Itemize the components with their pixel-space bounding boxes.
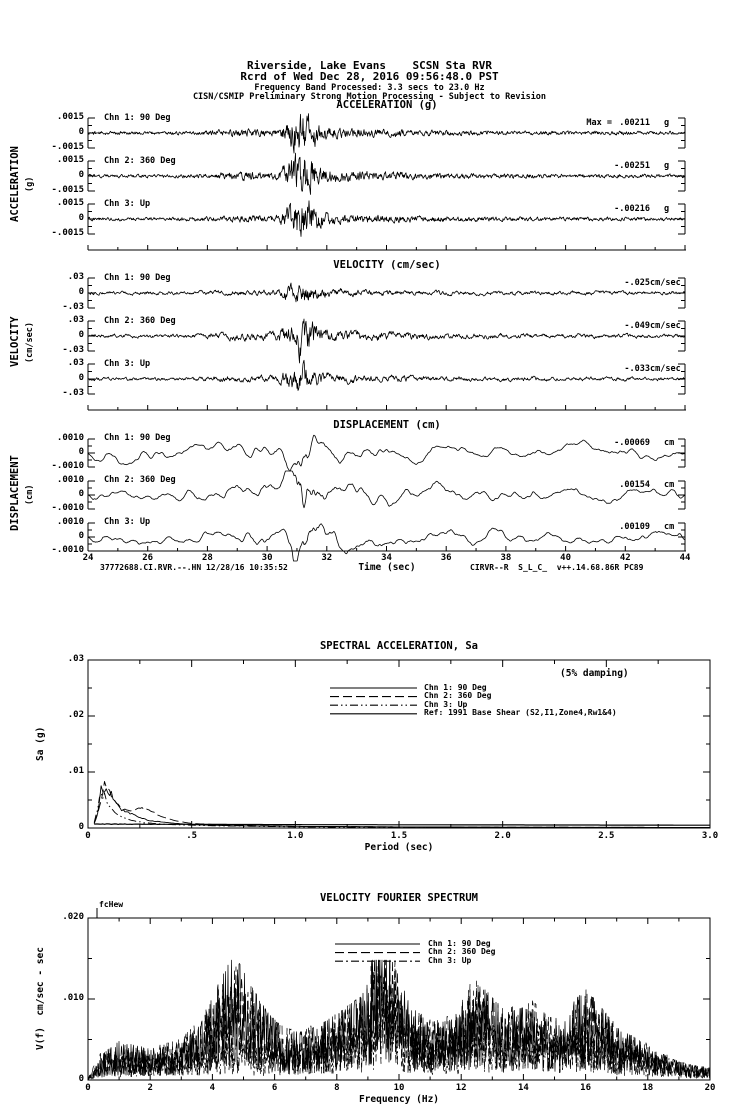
fourier-chart-title: VELOCITY FOURIER SPECTRUM <box>319 892 479 904</box>
displacement-panel-title: DISPLACEMENT (cm) <box>333 419 441 431</box>
ytick-label: .03 <box>67 358 84 368</box>
max-unit: g <box>664 204 670 214</box>
ytick-label: 0 <box>78 330 84 340</box>
ytick-label: 0 <box>78 1074 84 1084</box>
xtick-label: 26 <box>142 553 154 563</box>
xtick-label: 2.0 <box>494 831 511 841</box>
ytick-label: -.0015 <box>51 228 84 238</box>
max-unit: cm/sec <box>650 278 681 288</box>
channel-label: Chn 3: Up <box>104 359 151 369</box>
xtick-label: 30 <box>261 553 273 563</box>
max-value: -.025 <box>624 278 650 288</box>
max-value: .00109 <box>619 522 650 532</box>
ytick-label: 0 <box>78 822 84 832</box>
xtick-label: 2.5 <box>598 831 615 841</box>
ytick-label: -.0015 <box>51 185 84 195</box>
channel-label: Chn 3: Up <box>104 199 151 209</box>
sa-curve-4 <box>94 824 710 825</box>
ytick-label: .03 <box>67 272 84 282</box>
ytick-label: .0015 <box>56 198 84 208</box>
sa-curve-1 <box>94 786 710 828</box>
xtick-label: 14 <box>517 1083 529 1093</box>
ytick-label: -.0010 <box>51 461 84 471</box>
max-unit: cm <box>664 438 675 448</box>
xtick-label: 40 <box>560 553 572 563</box>
channel-label: Chn 2: 360 Deg <box>104 475 176 485</box>
ytick-label: -.03 <box>62 302 84 312</box>
ytick-label: 0 <box>78 287 84 297</box>
channel-label: Chn 1: 90 Deg <box>104 433 171 443</box>
period-axis-label: Period (sec) <box>364 842 434 853</box>
record-id-footer: 37772688.CI.RVR.--.HN 12/28/16 10:35:52 <box>100 563 288 572</box>
max-unit: cm/sec <box>650 364 681 374</box>
corner-frequency-label: fcHew <box>99 900 124 909</box>
sa-axis-label: Sa (g) <box>35 726 46 761</box>
max-unit: cm <box>664 480 675 490</box>
max-value: -.00216 <box>614 204 650 214</box>
legend-label: Chn 1: 90 Deg <box>428 938 491 948</box>
processing-disclaimer: CISN/CSMIP Preliminary Strong Motion Processing - Subject to Revision <box>192 92 547 102</box>
ytick-label: 0 <box>78 170 84 180</box>
acceleration-panel-title: ACCELERATION (g) <box>336 99 438 111</box>
acceleration-axis-label: ACCELERATION <box>9 146 21 222</box>
acceleration-axis-units: (g) <box>25 176 35 192</box>
channel-label: Chn 2: 360 Deg <box>104 316 176 326</box>
xtick-label: 34 <box>381 553 392 563</box>
station-title: Riverside, Lake Evans SCSN Sta RVR <box>246 59 493 72</box>
damping-annotation: (5% damping) <box>560 668 629 679</box>
max-value: -.00069 <box>614 438 650 448</box>
ytick-label: 0 <box>78 531 84 541</box>
ytick-label: -.03 <box>62 388 84 398</box>
ytick-label: 0 <box>78 127 84 137</box>
xtick-label: 6 <box>271 1083 278 1093</box>
velocity-axis-label: VELOCITY <box>9 316 21 367</box>
ytick-label: -.03 <box>62 345 84 355</box>
legend-label: Chn 2: 360 Deg <box>428 947 496 957</box>
fourier-curve-2 <box>88 960 710 1079</box>
xtick-label: 10 <box>393 1083 405 1093</box>
sa-plot-box <box>88 660 710 828</box>
xtick-label: 3.0 <box>701 831 719 841</box>
record-date: Rcrd of Wed Dec 28, 2016 09:56:48.0 PST <box>240 70 499 83</box>
max-value: -.00251 <box>614 161 650 171</box>
ytick-label: .0015 <box>56 112 84 122</box>
ytick-label: -.0010 <box>51 545 84 555</box>
xtick-label: 42 <box>619 553 631 563</box>
ytick-label: .010 <box>62 993 84 1003</box>
channel-label: Chn 2: 360 Deg <box>104 156 176 166</box>
max-unit: g <box>664 161 670 171</box>
trace-acceleration-ch2 <box>88 153 685 194</box>
displacement-axis-units: (cm) <box>25 484 35 505</box>
velocity-axis-units: (cm/sec) <box>25 322 35 363</box>
max-value: -.033 <box>624 364 650 374</box>
ytick-label: .01 <box>67 766 84 776</box>
xtick-label: 12 <box>455 1083 467 1093</box>
max-value: .00154 <box>619 480 650 490</box>
xtick-label: 8 <box>334 1083 340 1093</box>
ytick-label: -.0015 <box>51 142 84 152</box>
xtick-label: 20 <box>704 1083 716 1093</box>
ytick-label: 0 <box>78 447 84 457</box>
legend-label: Chn 1: 90 Deg <box>424 682 487 692</box>
channel-label: Chn 3: Up <box>104 517 151 527</box>
ytick-label: .0015 <box>56 155 84 165</box>
max-unit: g <box>664 118 670 128</box>
frequency-band-note: Frequency Band Processed: 3.3 secs to 23.0 Hz <box>254 83 485 93</box>
processing-footer: CIRVR--R S_L_C_ v++.14.68.86R PC89 <box>470 563 644 572</box>
xtick-label: 1.0 <box>287 831 304 841</box>
xtick-label: 36 <box>440 553 452 563</box>
fourier-axis-label: V(f) cm/sec - sec <box>35 947 46 1050</box>
legend-label: Chn 3: Up <box>424 699 468 709</box>
sa-curve-2 <box>94 782 710 828</box>
channel-label: Chn 1: 90 Deg <box>104 273 171 283</box>
xtick-label: 0 <box>85 1083 91 1093</box>
xtick-label: 28 <box>201 553 213 563</box>
ytick-label: -.0010 <box>51 503 84 513</box>
displacement-axis-label: DISPLACEMENT <box>9 455 21 531</box>
xtick-label: 4 <box>209 1083 216 1093</box>
xtick-label: .5 <box>186 831 198 841</box>
ytick-label: .0010 <box>56 433 84 443</box>
frequency-axis-label: Frequency (Hz) <box>358 1094 440 1105</box>
time-axis-label: Time (sec) <box>358 562 416 573</box>
legend-label: Ref: 1991 Base Shear (S2,I1,Zone4,Rw1&4) <box>424 708 617 718</box>
sa-chart-title: SPECTRAL ACCELERATION, Sa <box>319 640 479 652</box>
xtick-label: 18 <box>642 1083 654 1093</box>
ytick-label: .03 <box>67 654 84 664</box>
xtick-label: 0 <box>85 831 91 841</box>
ytick-label: 0 <box>78 213 84 223</box>
legend-label: Chn 3: Up <box>428 955 472 965</box>
max-value: .00211 <box>619 118 650 128</box>
ytick-label: 0 <box>78 489 84 499</box>
max-unit: cm/sec <box>650 321 681 331</box>
xtick-label: 24 <box>82 553 94 563</box>
ytick-label: .0010 <box>56 517 84 527</box>
ytick-label: .03 <box>67 315 84 325</box>
channel-label: Chn 1: 90 Deg <box>104 113 171 123</box>
ytick-label: .02 <box>67 710 84 720</box>
xtick-label: 1.5 <box>390 831 408 841</box>
legend-label: Chn 2: 360 Deg <box>424 691 492 701</box>
velocity-panel-title: VELOCITY (cm/sec) <box>333 259 441 271</box>
ytick-label: .020 <box>62 912 84 922</box>
xtick-label: 44 <box>679 553 691 563</box>
ytick-label: 0 <box>78 373 84 383</box>
max-prefix: Max = <box>586 118 612 128</box>
xtick-label: 32 <box>321 553 333 563</box>
max-unit: cm <box>664 522 675 532</box>
xtick-label: 2 <box>147 1083 153 1093</box>
xtick-label: 38 <box>500 553 512 563</box>
xtick-label: 16 <box>580 1083 592 1093</box>
max-value: -.049 <box>624 321 650 331</box>
ytick-label: .0010 <box>56 475 84 485</box>
